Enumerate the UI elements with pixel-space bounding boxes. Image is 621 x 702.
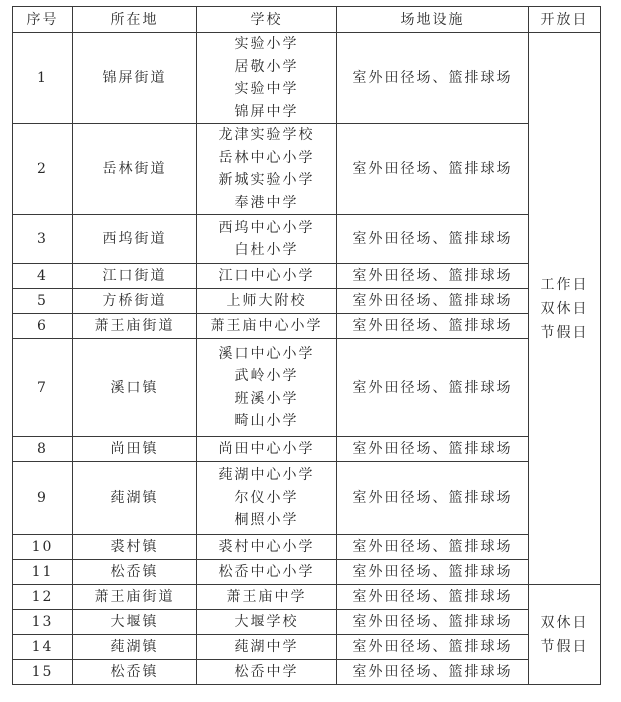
school-name: 大堰学校 [234,613,299,630]
table-row [13,610,601,635]
row-location: 锦屏街道 [73,33,197,124]
table-row [13,585,601,610]
table-row [13,535,601,560]
row-index: 9 [13,462,73,535]
row-index: 10 [13,535,73,560]
facility-table [12,6,601,685]
school-name: 裘村中心小学 [218,538,315,555]
row-location: 西坞街道 [73,215,197,264]
school-name: 实验小学 [234,36,299,52]
table-row [13,437,601,462]
row-location: 萧王庙街道 [73,585,197,610]
school-name: 上师大附校 [226,292,307,309]
row-facility: 室外田径场、篮排球场 [337,314,529,339]
row-location: 松岙镇 [73,560,197,585]
row-index: 15 [13,660,73,685]
row-schools [197,339,337,437]
school-name: 莼湖中心小学 [218,467,315,484]
school-name: 武岭小学 [234,368,299,384]
table-row [13,289,601,314]
header-index: 序号 [13,7,73,33]
school-name: 桐照小学 [234,512,299,529]
row-schools [197,124,337,215]
school-name: 实验中学 [234,81,299,97]
row-schools [197,635,337,660]
row-facility: 室外田径场、篮排球场 [337,585,529,610]
open-days-cell [529,585,601,685]
table-row [13,462,601,535]
school-name: 溪口中心小学 [218,345,315,362]
row-index: 8 [13,437,73,462]
row-schools [197,535,337,560]
row-location: 萧王庙街道 [73,314,197,339]
school-name: 萧王庙中学 [226,588,307,605]
school-name: 松岙中学 [234,663,299,680]
row-location: 尚田镇 [73,437,197,462]
table-row [13,33,601,124]
row-index: 13 [13,610,73,635]
row-facility: 室外田径场、篮排球场 [337,535,529,560]
row-facility: 室外田径场、篮排球场 [337,33,529,124]
school-name: 萧王庙中心小学 [210,317,323,334]
school-name: 龙津实验学校 [218,127,315,143]
header-location: 所在地 [73,7,197,33]
table-row [13,264,601,289]
row-schools [197,215,337,264]
row-location: 莼湖镇 [73,635,197,660]
row-location: 溪口镇 [73,339,197,437]
row-facility: 室外田径场、篮排球场 [337,660,529,685]
table-row [13,660,601,685]
school-name: 西坞中心小学 [218,219,315,236]
row-index: 7 [13,339,73,437]
school-name: 尔仪小学 [234,489,299,506]
row-facility: 室外田径场、篮排球场 [337,339,529,437]
row-facility: 室外田径场、篮排球场 [337,124,529,215]
table-row [13,339,601,437]
row-location: 岳林街道 [73,124,197,215]
row-location: 莼湖镇 [73,462,197,535]
school-name: 奉港中学 [234,194,299,211]
row-facility: 室外田径场、篮排球场 [337,610,529,635]
row-facility: 室外田径场、篮排球场 [337,560,529,585]
school-name: 莼湖中学 [234,638,299,655]
row-index: 2 [13,124,73,215]
table-row [13,314,601,339]
school-name: 班溪小学 [234,390,299,407]
row-index: 3 [13,215,73,264]
table-body [13,33,601,685]
open-day-label: 工作日 [540,276,589,293]
table-row [13,560,601,585]
row-location: 松岙镇 [73,660,197,685]
school-name: 江口中心小学 [218,267,315,284]
school-name: 尚田中心小学 [218,440,315,457]
open-day-label: 双休日 [540,300,589,317]
row-schools [197,33,337,124]
row-index: 11 [13,560,73,585]
school-name: 锦屏中学 [234,103,299,120]
school-name: 松岙中心小学 [218,563,315,580]
school-name: 新城实验小学 [218,172,315,188]
school-name: 居敬小学 [234,58,299,75]
row-index: 12 [13,585,73,610]
row-index: 5 [13,289,73,314]
school-name: 畸山小学 [234,413,299,429]
school-name: 白杜小学 [234,242,299,258]
open-day-label: 节假日 [540,638,589,655]
header-facility: 场地设施 [337,7,529,33]
header-school: 学校 [197,7,337,33]
row-index: 1 [13,33,73,124]
header-row [13,7,601,33]
row-schools [197,610,337,635]
row-index: 6 [13,314,73,339]
open-days-cell [529,33,601,585]
row-facility: 室外田径场、篮排球场 [337,635,529,660]
row-facility: 室外田径场、篮排球场 [337,437,529,462]
row-index: 14 [13,635,73,660]
page [12,6,601,685]
header-open-days: 开放日 [529,7,601,33]
row-location: 江口街道 [73,264,197,289]
row-location: 裘村镇 [73,535,197,560]
row-schools [197,314,337,339]
open-day-label: 双休日 [540,614,589,631]
table-row [13,124,601,215]
row-schools [197,660,337,685]
row-schools [197,437,337,462]
row-schools [197,585,337,610]
row-location: 方桥街道 [73,289,197,314]
row-facility: 室外田径场、篮排球场 [337,264,529,289]
row-schools [197,560,337,585]
row-schools [197,462,337,535]
school-name: 岳林中心小学 [218,149,315,166]
table-row [13,635,601,660]
row-facility: 室外田径场、篮排球场 [337,462,529,535]
row-location: 大堰镇 [73,610,197,635]
table-row [13,215,601,264]
row-index: 4 [13,264,73,289]
row-schools [197,264,337,289]
row-schools [197,289,337,314]
open-day-label: 节假日 [540,324,589,341]
row-facility: 室外田径场、篮排球场 [337,289,529,314]
row-facility: 室外田径场、篮排球场 [337,215,529,264]
